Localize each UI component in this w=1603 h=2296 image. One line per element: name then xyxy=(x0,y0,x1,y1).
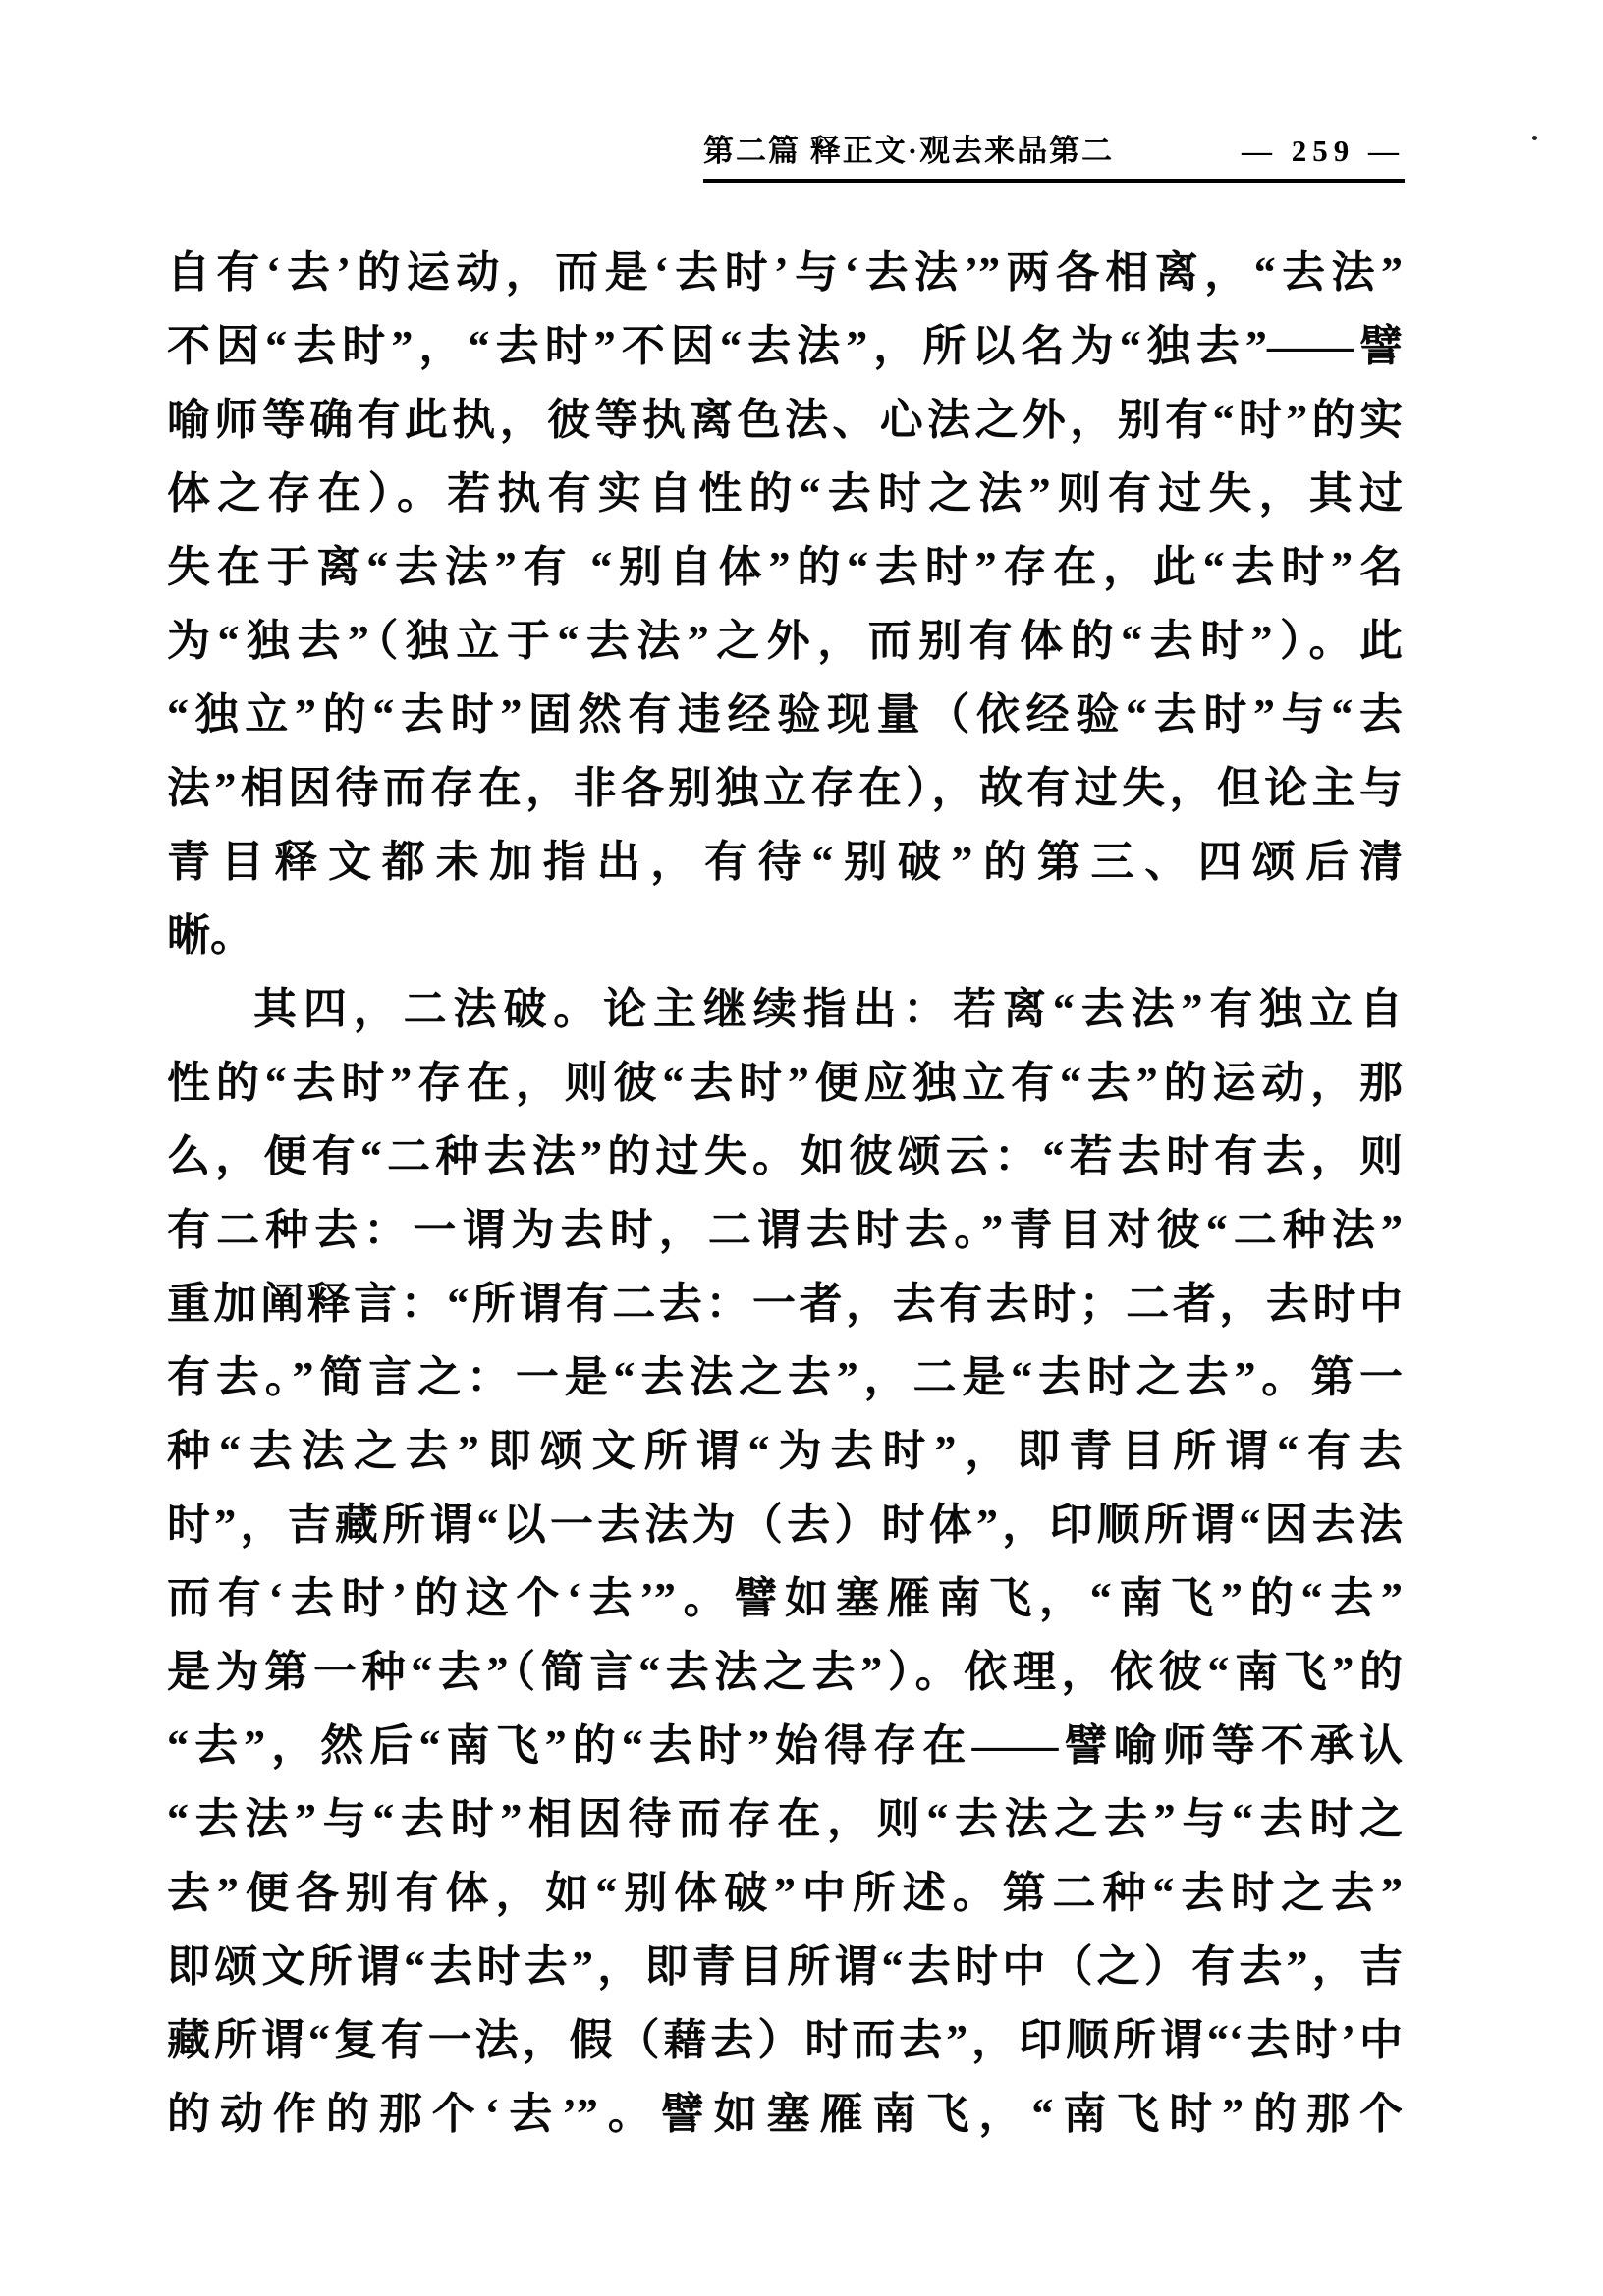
body-text-line: “独立”的“去时”固然有违经验现量（依经验“去时”与“去 xyxy=(167,690,1403,738)
body-text-line: 失在于离“去法”有 “别自体”的“去时”存在，此“去时”名 xyxy=(167,543,1403,591)
header-page-number: — 259 — xyxy=(1242,134,1405,168)
body-text-line: 喻师等确有此执，彼等执离色法、心法之外，别有“时”的实 xyxy=(167,396,1403,444)
body-text-line: 青目释文都未加指出，有待“别破”的第三、四颂后清 xyxy=(167,838,1403,886)
body-text-line: 时”，吉藏所谓“以一去法为（去）时体”，印顺所谓“因去法 xyxy=(167,1501,1403,1549)
body-text-line: 是为第一种“去”（简言“去法之去”）。依理，依彼“南飞”的 xyxy=(167,1648,1403,1696)
page-header xyxy=(703,126,1405,183)
body-text-line: 晰。 xyxy=(167,911,253,959)
body-text-line: 自有‘去’的运动，而是‘去时’与‘去法’”两各相离，“去法” xyxy=(167,248,1403,297)
body-text-line: 而有‘去时’的这个‘去’”。譬如塞雁南飞，“南飞”的“去” xyxy=(167,1574,1403,1622)
body-text-line: 有二种去：一谓为去时，二谓去时去。”青目对彼“二种法” xyxy=(167,1206,1403,1254)
body-text-line: 其四，二法破。论主继续指出：若离“去法”有独立自 xyxy=(253,985,1403,1033)
scan-speck xyxy=(1532,136,1537,140)
body-text-line: 重加阐释言：“所谓有二去：一者，去有去时；二者，去时中 xyxy=(167,1280,1403,1328)
body-text-line: 有去。”简言之：一是“去法之去”，二是“去时之去”。第一 xyxy=(167,1353,1403,1401)
body-text-line: 种“去法之去”即颂文所谓“为去时”，即青目所谓“有去 xyxy=(167,1427,1403,1475)
body-text-line: 即颂文所谓“去时去”，即青目所谓“去时中（之）有去”，吉 xyxy=(167,1942,1403,1991)
header-title: 第二篇 释正文·观去来品第二 xyxy=(703,134,1115,168)
body-text-line: 体之存在）。若执有实自性的“去时之法”则有过失，其过 xyxy=(167,469,1403,518)
body-text-line: “去”，然后“南飞”的“去时”始得存在——譬喻师等不承认 xyxy=(167,1722,1403,1770)
body-text-line: 不因“去时”，“去时”不因“去法”，所以名为“独去”——譬 xyxy=(167,322,1403,370)
body-text-line: 去”便各别有体，如“别体破”中所述。第二种“去时之去” xyxy=(167,1869,1403,1917)
body-text-line: 的动作的那个‘去’”。譬如塞雁南飞，“南飞时”的那个 xyxy=(167,2090,1403,2138)
body-text-line: 藏所谓“复有一法，假（藉去）时而去”，印顺所谓“‘去时’中 xyxy=(167,2016,1403,2064)
body-text-line: 性的“去时”存在，则彼“去时”便应独立有“去”的运动，那 xyxy=(167,1059,1403,1107)
body-text-line: 为“独去”（独立于“去法”之外，而别有体的“去时”）。此 xyxy=(167,617,1403,665)
body-text-line: 法”相因待而存在，非各别独立存在），故有过失，但论主与 xyxy=(167,764,1403,812)
body-text xyxy=(167,236,1403,2151)
body-text-line: “去法”与“去时”相因待而存在，则“去法之去”与“去时之 xyxy=(167,1795,1403,1843)
body-text-line: 么，便有“二种去法”的过失。如彼颂云：“若去时有去，则 xyxy=(167,1132,1403,1180)
